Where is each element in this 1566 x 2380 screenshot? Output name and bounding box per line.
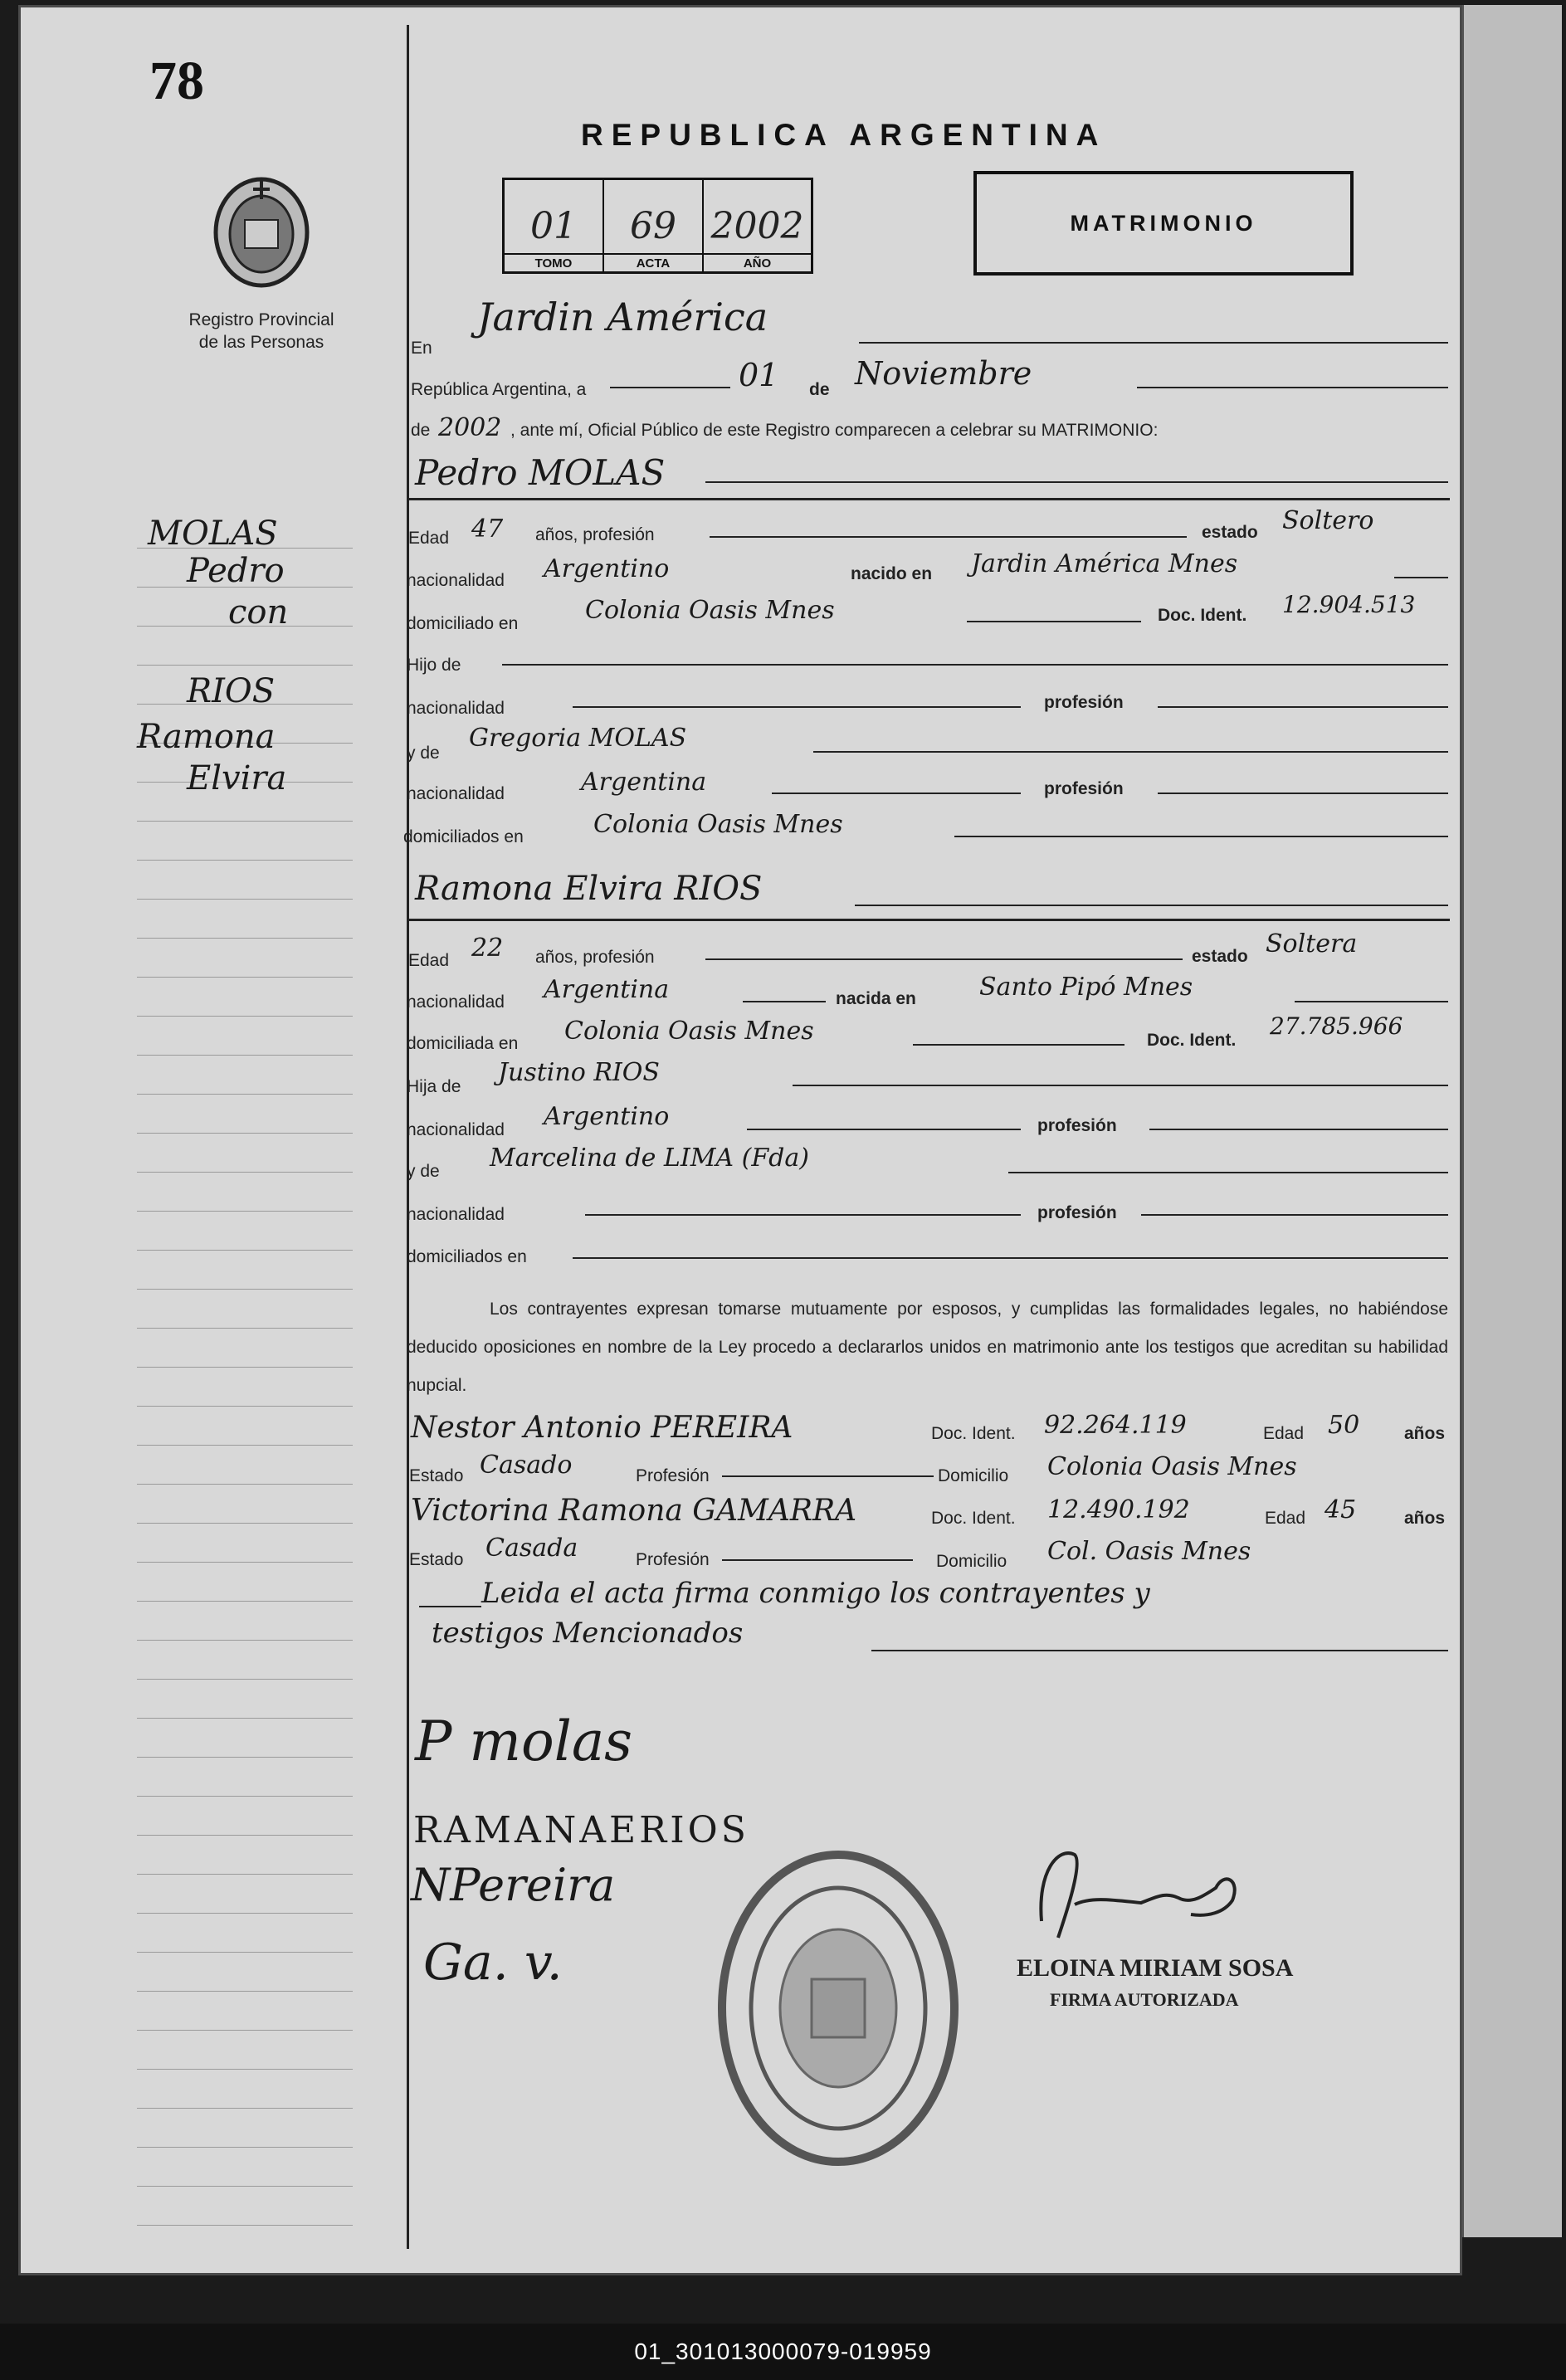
rule xyxy=(419,1606,481,1607)
rule xyxy=(813,751,1448,753)
acta-value: 69 xyxy=(630,205,676,247)
margin-ruled-line xyxy=(137,1094,353,1095)
margin-name-groom: Pedro xyxy=(187,552,285,590)
hija-label: Hija de xyxy=(407,1077,461,1096)
ceremony-month: Noviembre xyxy=(855,355,1032,392)
edad-label: Edad xyxy=(408,951,450,970)
bride-name: Ramona Elvira RIOS xyxy=(415,870,763,908)
y-de-label: y de xyxy=(407,744,440,763)
margin-ruled-line xyxy=(137,1172,353,1173)
anios-profesion-label: años, profesión xyxy=(535,948,655,967)
padre-nacionalidad-label: nacionalidad xyxy=(407,699,505,718)
rule xyxy=(722,1559,913,1561)
closing-note-line2: testigos Mencionados xyxy=(432,1617,744,1650)
section-separator xyxy=(408,498,1450,500)
doc-label: Doc. Ident. xyxy=(1147,1031,1237,1050)
estado-label: Estado xyxy=(409,1550,464,1569)
official-signature-icon xyxy=(1025,1838,1257,1946)
margin-ruled-line xyxy=(137,1523,353,1524)
margin-surname-groom: MOLAS xyxy=(148,515,278,553)
witness2-age: 45 xyxy=(1325,1495,1357,1524)
rule xyxy=(772,793,1021,794)
margin-ruled-line xyxy=(137,1913,353,1914)
groom-madre: Gregoria MOLAS xyxy=(469,724,687,753)
tomo-acta-anio-box xyxy=(502,178,813,274)
witness1-age: 50 xyxy=(1328,1411,1360,1440)
witness2-signature: Ga. v. xyxy=(423,1934,563,1992)
domiciliados-label: domiciliados en xyxy=(407,1247,527,1266)
madre-profesion-label: profesión xyxy=(1037,1203,1117,1222)
ceremony-year: 2002 xyxy=(438,413,502,442)
rule xyxy=(1149,1129,1448,1130)
nacido-label: nacido en xyxy=(851,564,933,583)
domiciliados-label: domiciliados en xyxy=(403,827,524,846)
domicilio-label: Domicilio xyxy=(938,1466,1009,1485)
witness2-doc: 12.490.192 xyxy=(1047,1495,1190,1524)
margin-ruled-line xyxy=(137,1484,353,1485)
margin-name-bride: Ramona xyxy=(137,718,276,756)
rule xyxy=(585,1214,1021,1216)
margin-ruled-line xyxy=(137,2108,353,2109)
bride-signature: RAMANAERIOS xyxy=(413,1809,749,1851)
margin-ruled-line xyxy=(137,938,353,939)
rule xyxy=(871,1650,1448,1651)
rule xyxy=(1295,1001,1448,1002)
doc-label: Doc. Ident. xyxy=(931,1424,1016,1443)
edad-label: Edad xyxy=(1265,1509,1306,1528)
margin-ruled-line xyxy=(137,2225,353,2226)
estado-label: estado xyxy=(1202,523,1258,542)
witness1-name: Nestor Antonio PEREIRA xyxy=(411,1411,793,1445)
groom-nacido-en: Jardin América Mnes xyxy=(971,549,1238,578)
rule xyxy=(967,621,1141,622)
registry-stamp-icon xyxy=(714,1846,963,2170)
acta-cell xyxy=(604,180,704,271)
rule xyxy=(743,1001,826,1002)
registry-name: Registro Provincial de las Personas xyxy=(188,310,334,352)
groom-age: 47 xyxy=(471,515,504,544)
en-label: En xyxy=(411,339,432,358)
madre-profesion-label: profesión xyxy=(1044,779,1124,798)
y-de-label: y de xyxy=(407,1162,440,1181)
padre-profesion-label: profesión xyxy=(1044,693,1124,712)
marriage-declaration: Los contrayentes expresan tomarse mutuamente por esposos, y cumplidas las formalidades legales, no habiéndose deducido oposiciones en nombre de la Ley procedo a declararlos unidos en matrimonio ante los testigos que acreditan su habilidad nupcial. xyxy=(407,1300,1448,1395)
provincial-seal-icon xyxy=(212,174,311,290)
groom-madre-nacionalidad: Argentina xyxy=(581,768,707,797)
groom-name: Pedro MOLAS xyxy=(415,452,666,493)
rule xyxy=(573,706,1021,708)
official-name: ELOINA MIRIAM SOSA xyxy=(1017,1954,1294,1982)
domiciliado-label: domiciliado en xyxy=(407,614,519,633)
margin-ruled-line xyxy=(137,665,353,666)
margin-ruled-line xyxy=(137,1133,353,1134)
rule xyxy=(855,905,1448,906)
margin-ruled-line xyxy=(137,1289,353,1290)
witness1-estado: Casado xyxy=(480,1451,573,1480)
margin-ruled-line xyxy=(137,1835,353,1836)
margin-middle-name-bride: Elvira xyxy=(187,759,287,797)
margin-ruled-line xyxy=(137,821,353,822)
witness2-domicilio: Col. Oasis Mnes xyxy=(1047,1537,1251,1566)
margin-ruled-line xyxy=(137,1445,353,1446)
margin-ruled-line xyxy=(137,1016,353,1017)
bride-estado: Soltera xyxy=(1266,929,1358,958)
closing-note-line1: Leida el acta firma conmigo los contrayentes y xyxy=(481,1577,1150,1610)
tomo-label: TOMO xyxy=(505,253,602,271)
anio-label: AÑO xyxy=(704,253,811,271)
estado-label: estado xyxy=(1192,947,1248,966)
record-type-box: MATRIMONIO xyxy=(973,171,1354,276)
margin-ruled-line xyxy=(137,1874,353,1875)
rule xyxy=(1394,577,1448,578)
bride-padre: Justino RIOS xyxy=(498,1058,660,1087)
bride-nacida-en: Santo Pipó Mnes xyxy=(979,973,1193,1002)
country-title: REPUBLICA ARGENTINA xyxy=(581,118,1107,152)
section-separator xyxy=(408,919,1450,921)
witness2-estado: Casada xyxy=(485,1534,578,1563)
hijo-label: Hijo de xyxy=(407,656,461,675)
margin-ruled-line xyxy=(137,1211,353,1212)
edad-label: Edad xyxy=(1263,1424,1305,1443)
groom-padres-domicilio: Colonia Oasis Mnes xyxy=(593,810,843,839)
margin-ruled-line xyxy=(137,1055,353,1056)
rule xyxy=(1008,1172,1448,1173)
margin-ruled-line xyxy=(137,1562,353,1563)
margin-ruled-line xyxy=(137,1601,353,1602)
rule xyxy=(573,1257,1448,1259)
rule xyxy=(705,958,1183,960)
rule xyxy=(1158,706,1448,708)
margin-ruled-line xyxy=(137,2030,353,2031)
tomo-cell xyxy=(505,180,604,271)
padre-profesion-label: profesión xyxy=(1037,1116,1117,1135)
margin-ruled-line xyxy=(137,1367,353,1368)
rule xyxy=(722,1475,934,1477)
nacionalidad-label: nacionalidad xyxy=(407,992,505,1012)
groom-signature: P molas xyxy=(415,1709,633,1773)
margin-ruled-line xyxy=(137,1328,353,1329)
nacionalidad-label: nacionalidad xyxy=(407,571,505,590)
rule xyxy=(610,387,730,388)
book-page-edge xyxy=(1462,5,1562,2237)
bride-madre: Marcelina de LIMA (Fda) xyxy=(490,1144,809,1173)
margin-ruled-line xyxy=(137,1406,353,1407)
bride-padre-nacionalidad: Argentino xyxy=(544,1102,670,1131)
official-title: FIRMA AUTORIZADA xyxy=(1050,1989,1239,2010)
margin-con: con xyxy=(228,593,289,632)
doc-label: Doc. Ident. xyxy=(931,1509,1016,1528)
groom-estado: Soltero xyxy=(1282,506,1374,535)
madre-nacionalidad-label: nacionalidad xyxy=(407,1205,505,1224)
rule xyxy=(1137,387,1448,388)
margin-surname-bride: RIOS xyxy=(187,672,276,710)
rule xyxy=(954,836,1448,837)
madre-nacionalidad-label: nacionalidad xyxy=(407,784,505,803)
anio-cell xyxy=(704,180,811,271)
margin-ruled-line xyxy=(137,2069,353,2070)
ceremony-place: Jardin América xyxy=(477,295,768,339)
page-number: 78 xyxy=(149,51,204,111)
tomo-value: 01 xyxy=(530,205,577,247)
rule xyxy=(1158,793,1448,794)
profesion-label: Profesión xyxy=(636,1550,710,1569)
anios-profesion-label: años, profesión xyxy=(535,525,655,544)
witness1-doc: 92.264.119 xyxy=(1044,1411,1187,1440)
domiciliada-label: domiciliada en xyxy=(407,1034,519,1053)
groom-domicilio: Colonia Oasis Mnes xyxy=(585,596,835,625)
bride-age: 22 xyxy=(471,934,504,963)
acta-label: ACTA xyxy=(604,253,702,271)
margin-ruled-line xyxy=(137,1718,353,1719)
margin-ruled-line xyxy=(137,1796,353,1797)
ceremony-day: 01 xyxy=(739,357,779,393)
witness1-signature: NPereira xyxy=(411,1859,616,1911)
bride-doc: 27.785.966 xyxy=(1270,1012,1403,1040)
domicilio-label: Domicilio xyxy=(936,1552,1007,1571)
rule xyxy=(913,1044,1124,1046)
anios-label: años xyxy=(1404,1424,1446,1443)
rule xyxy=(502,664,1448,666)
rule xyxy=(710,536,1187,538)
margin-ruled-line xyxy=(137,1679,353,1680)
margin-ruled-line xyxy=(137,1250,353,1251)
margin-ruled-line xyxy=(137,977,353,978)
rule xyxy=(747,1129,1021,1130)
intro-text: , ante mí, Oficial Público de este Registro comparecen a celebrar su MATRIMONIO: xyxy=(510,421,1159,440)
anios-label: años xyxy=(1404,1509,1446,1528)
groom-nacionalidad: Argentino xyxy=(544,554,670,583)
republica-label: República Argentina, a xyxy=(411,380,587,399)
document-id: 01_301013000079-019959 xyxy=(634,2339,932,2364)
margin-ruled-line xyxy=(137,2147,353,2148)
rule xyxy=(793,1085,1448,1086)
margin-ruled-line xyxy=(137,1952,353,1953)
doc-label: Doc. Ident. xyxy=(1158,606,1247,625)
margin-ruled-line xyxy=(137,1991,353,1992)
margin-ruled-line xyxy=(137,899,353,900)
margin-ruled-line xyxy=(137,1640,353,1641)
anio-value: 2002 xyxy=(710,205,804,247)
profesion-label: Profesión xyxy=(636,1466,710,1485)
official-block xyxy=(1017,1954,1293,2011)
rule xyxy=(1141,1214,1448,1216)
rule xyxy=(705,481,1448,483)
margin-ruled-line xyxy=(137,2186,353,2187)
groom-doc: 12.904.513 xyxy=(1282,591,1416,618)
edad-label: Edad xyxy=(408,529,450,548)
witness1-domicilio: Colonia Oasis Mnes xyxy=(1047,1452,1297,1481)
rule xyxy=(859,342,1448,344)
margin-ruled-line xyxy=(137,1757,353,1758)
margin-ruled-line xyxy=(137,860,353,861)
year-prefix: de xyxy=(411,421,431,440)
bride-domicilio: Colonia Oasis Mnes xyxy=(564,1017,814,1046)
de-label: de xyxy=(809,380,830,399)
bride-nacionalidad: Argentina xyxy=(544,975,670,1004)
witness2-name: Victorina Ramona GAMARRA xyxy=(411,1494,857,1528)
estado-label: Estado xyxy=(409,1466,464,1485)
nacida-label: nacida en xyxy=(836,989,916,1008)
padre-nacionalidad-label: nacionalidad xyxy=(407,1120,505,1139)
